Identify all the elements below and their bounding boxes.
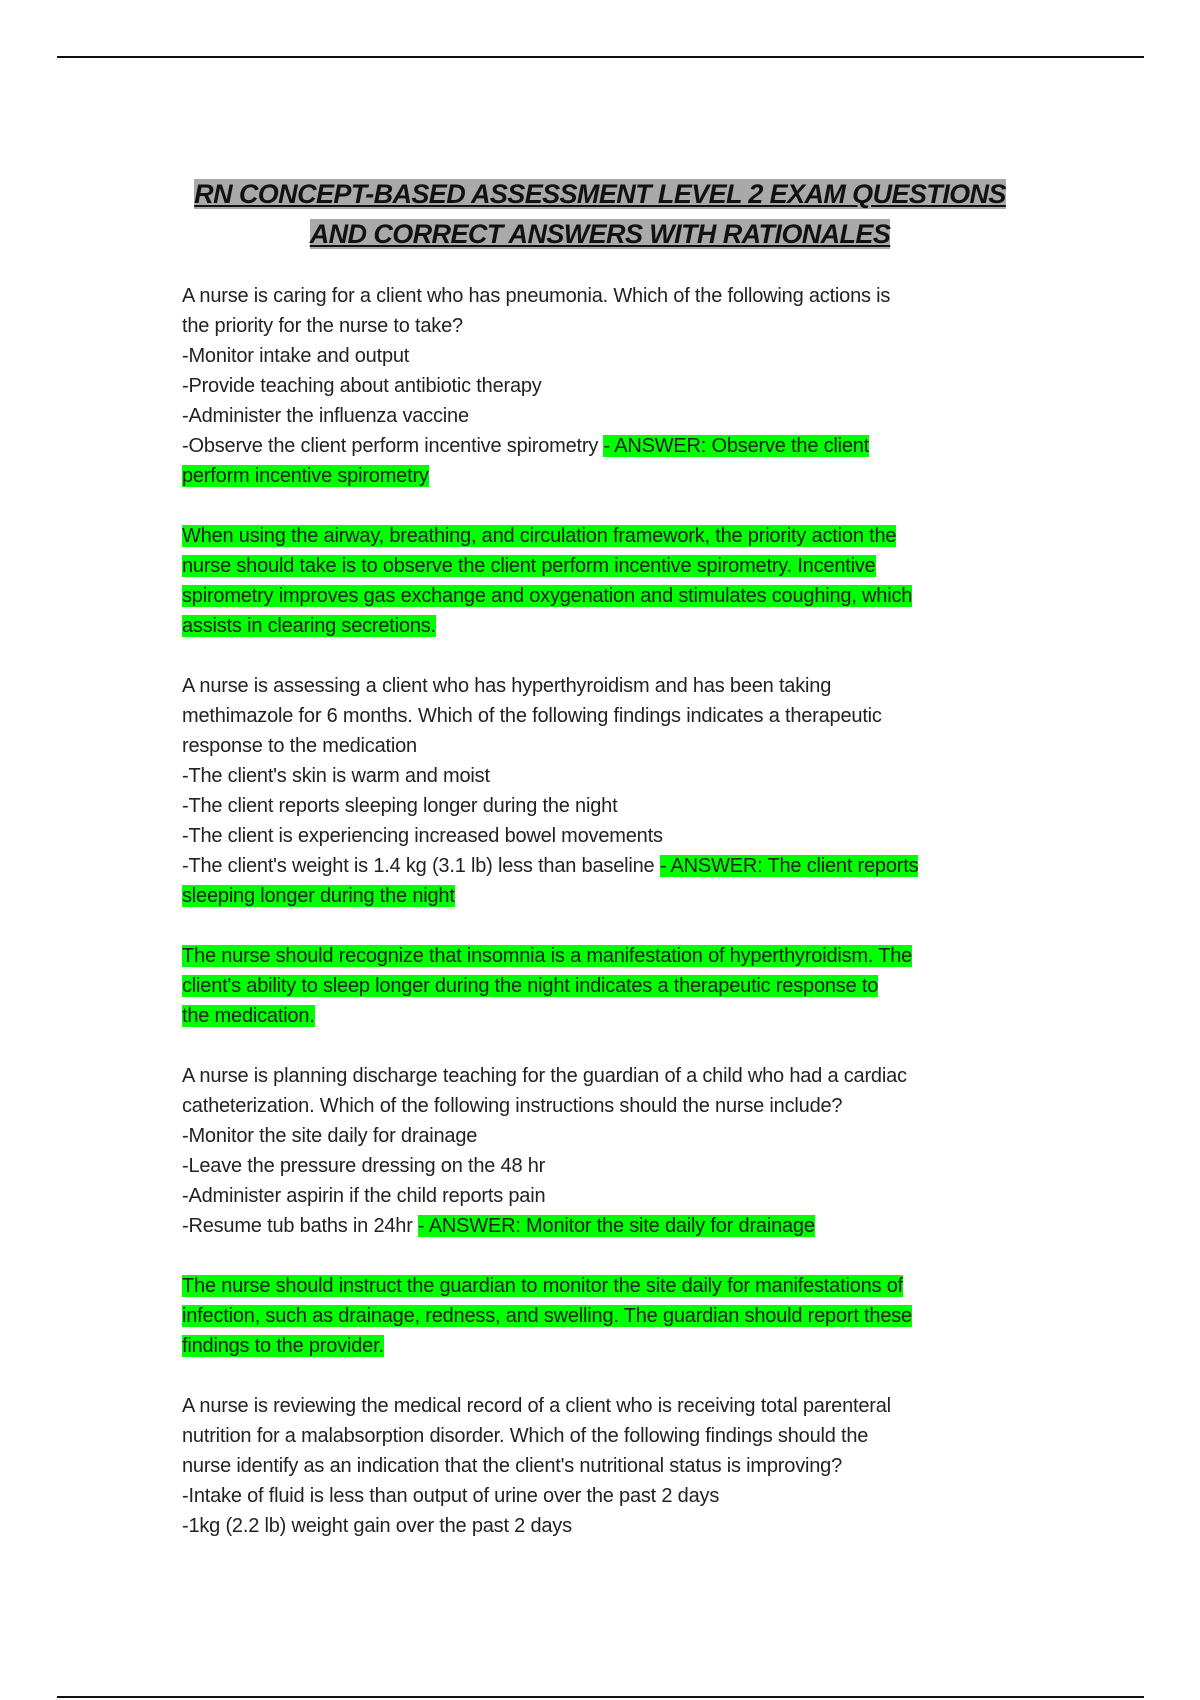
rationale-text: The nurse should instruct the guardian to monitor the site daily for manifestations of xyxy=(182,1275,903,1297)
answer-option: -Provide teaching about antibiotic therapy xyxy=(182,375,542,397)
document-title xyxy=(150,174,1050,254)
question-stem: A nurse is assessing a client who has hyperthyroidism and has been taking xyxy=(182,675,832,697)
answer-option: -The client's skin is warm and moist xyxy=(182,765,490,787)
answer-option: -The client's weight is 1.4 kg (3.1 lb) less than baseline xyxy=(182,855,660,877)
rationale-text: assists in clearing secretions. xyxy=(182,615,436,637)
answer-option: -The client is experiencing increased bowel movements xyxy=(182,825,663,847)
answer-option: -Administer aspirin if the child reports pain xyxy=(182,1185,546,1207)
question-stem: catheterization. Which of the following instructions should the nurse include? xyxy=(182,1095,843,1117)
answer-option: -Administer the influenza vaccine xyxy=(182,405,469,427)
answer-option: -The client reports sleeping longer during the night xyxy=(182,795,618,817)
rationale-3 xyxy=(182,1271,1022,1361)
answer-option: -Leave the pressure dressing on the 48 hr xyxy=(182,1155,546,1177)
answer-option: -Monitor the site daily for drainage xyxy=(182,1125,478,1147)
document-body xyxy=(182,281,1022,1571)
title-line-1: RN CONCEPT-BASED ASSESSMENT LEVEL 2 EXAM QUESTIONS xyxy=(194,179,1006,209)
rationale-text: the medication. xyxy=(182,1005,315,1027)
correct-answer: - ANSWER: Monitor the site daily for drainage xyxy=(418,1215,815,1237)
answer-option-line xyxy=(182,431,1022,461)
rationale-2 xyxy=(182,941,1022,1031)
question-2 xyxy=(182,671,1022,911)
rationale-text: The nurse should recognize that insomnia is a manifestation of hyperthyroidism. The xyxy=(182,945,913,967)
answer-option: -Resume tub baths in 24hr xyxy=(182,1215,419,1237)
correct-answer-line xyxy=(182,881,1022,911)
answer-option-line xyxy=(182,851,1022,881)
correct-answer-line xyxy=(182,461,1022,491)
question-stem: methimazole for 6 months. Which of the following findings indicates a therapeutic xyxy=(182,705,882,727)
rationale-1 xyxy=(182,521,1022,641)
correct-answer: sleeping longer during the night xyxy=(182,885,455,907)
rationale-text: spirometry improves gas exchange and oxygenation and stimulates coughing, which xyxy=(182,585,913,607)
correct-answer: - ANSWER: The client reports xyxy=(659,855,919,877)
header-rule xyxy=(57,56,1144,58)
rationale-text: nurse should take is to observe the client perform incentive spirometry. Incentive xyxy=(182,555,876,577)
rationale-text: When using the airway, breathing, and circulation framework, the priority action the xyxy=(182,525,897,547)
footer-rule xyxy=(57,1696,1144,1698)
question-stem: nutrition for a malabsorption disorder. Which of the following findings should the xyxy=(182,1425,869,1447)
question-stem: response to the medication xyxy=(182,735,417,757)
question-stem: nurse identify as an indication that the client's nutritional status is improving? xyxy=(182,1455,843,1477)
question-stem: A nurse is planning discharge teaching for the guardian of a child who had a cardiac xyxy=(182,1065,907,1087)
answer-option: -Observe the client perform incentive spirometry xyxy=(182,435,604,457)
title-line-2: AND CORRECT ANSWERS WITH RATIONALES xyxy=(309,219,891,249)
question-4 xyxy=(182,1391,1022,1541)
question-stem: the priority for the nurse to take? xyxy=(182,315,463,337)
question-3 xyxy=(182,1061,1022,1241)
correct-answer: perform incentive spirometry xyxy=(182,465,429,487)
question-stem: A nurse is caring for a client who has pneumonia. Which of the following actions is xyxy=(182,285,891,307)
rationale-text: client's ability to sleep longer during the night indicates a therapeutic response to xyxy=(182,975,879,997)
rationale-text: infection, such as drainage, redness, and swelling. The guardian should report these xyxy=(182,1305,912,1327)
question-1 xyxy=(182,281,1022,491)
answer-option: -Monitor intake and output xyxy=(182,345,410,367)
answer-option: -1kg (2.2 lb) weight gain over the past 2 days xyxy=(182,1515,572,1537)
answer-option: -Intake of fluid is less than output of urine over the past 2 days xyxy=(182,1485,720,1507)
correct-answer: - ANSWER: Observe the client xyxy=(603,435,870,457)
answer-option-line xyxy=(182,1211,1022,1241)
question-stem: A nurse is reviewing the medical record of a client who is receiving total parenteral xyxy=(182,1395,891,1417)
rationale-text: findings to the provider. xyxy=(182,1335,384,1357)
